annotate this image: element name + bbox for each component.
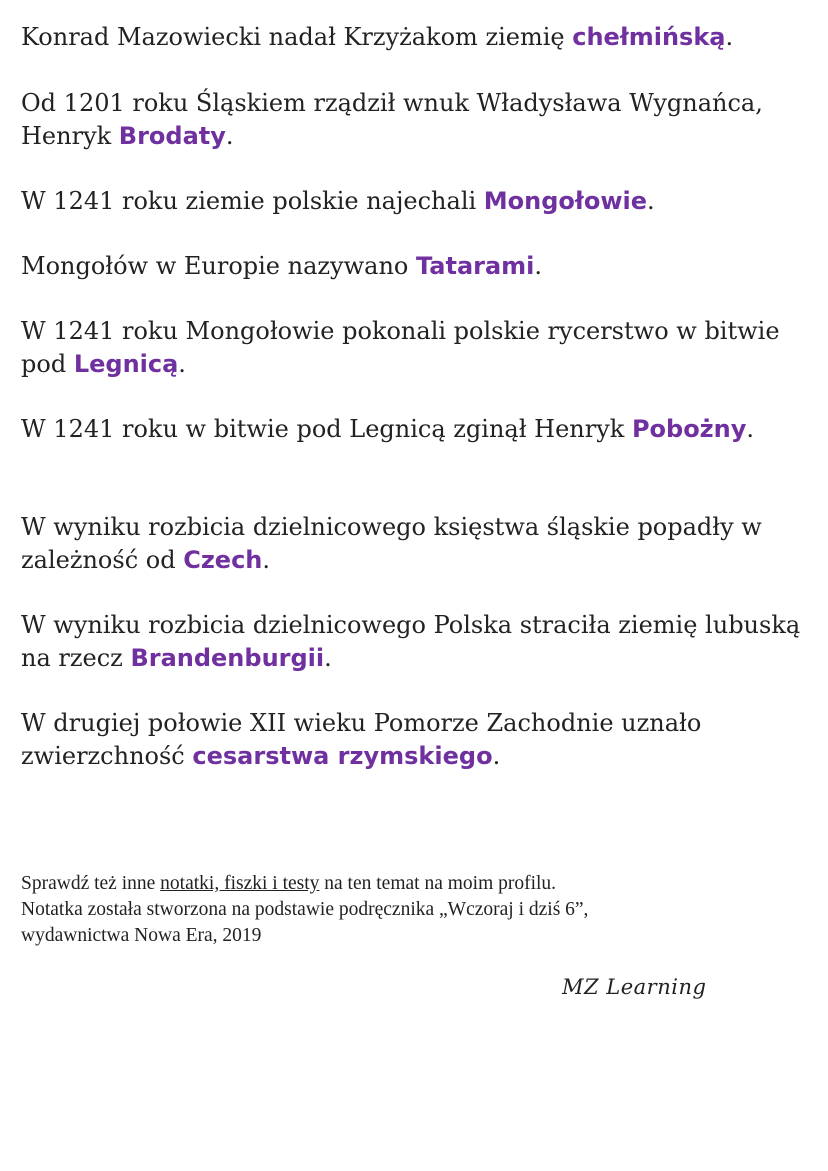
fact-keyword: Brandenburgii [130, 644, 325, 672]
footer-line-1 [21, 871, 811, 897]
fact-text: W wyniku rozbicia dzielnicowego księstwa śląskie popadły w zależność od [21, 513, 762, 574]
fact-punct: . [225, 122, 234, 150]
fact-3 [21, 185, 811, 218]
fact-text: W 1241 roku Mongołowie pokonali polskie rycerstwo w bitwie pod [21, 317, 780, 378]
fact-punct: . [725, 23, 734, 51]
fact-keyword: Brodaty [118, 122, 226, 150]
fact-keyword: Legnicą [73, 350, 179, 378]
fact-punct: . [178, 350, 186, 378]
fact-punct: . [262, 546, 271, 574]
fact-text: W drugiej połowie XII wieku Pomorze Zachodnie uznało zwierzchność [21, 709, 702, 770]
fact-punct: . [492, 742, 501, 770]
fact-text: W 1241 roku w bitwie pod Legnicą zginął Henryk [21, 415, 632, 443]
profile-link[interactable]: notatki, fiszki i testy [160, 873, 320, 894]
fact-punct: . [746, 415, 755, 443]
fact-keyword: Czech [183, 546, 263, 574]
fact-punct: . [647, 187, 655, 215]
fact-8 [21, 609, 811, 675]
fact-text: Od 1201 roku Śląskiem rządził wnuk Władysława Wygnańca, Henryk [21, 89, 763, 150]
footer-line-2: Notatka została stworzona na podstawie podręcznika „Wczoraj i dziś 6”, [21, 899, 589, 920]
fact-text: Mongołów w Europie nazywano [21, 252, 416, 280]
fact-7 [21, 511, 811, 577]
fact-keyword: cesarstwa rzymskiego [192, 742, 493, 770]
fact-4 [21, 250, 811, 283]
fact-6 [21, 413, 811, 446]
fact-2 [21, 87, 811, 153]
footer-text: Sprawdź też inne [21, 873, 161, 894]
fact-text: W 1241 roku ziemie polskie najechali [21, 187, 484, 215]
fact-punct: . [534, 252, 543, 280]
fact-keyword: Mongołowie [483, 187, 647, 215]
fact-text: W wyniku rozbicia dzielnicowego Polska straciła ziemię lubuską na rzecz [21, 611, 801, 672]
footer-text: na ten temat na moim profilu. [319, 873, 557, 894]
fact-keyword: Pobożny [631, 415, 747, 443]
fact-5 [21, 315, 811, 381]
author-signature: MZ Learning [562, 975, 707, 999]
fact-1 [21, 21, 811, 54]
fact-keyword: Tatarami [416, 252, 535, 280]
fact-9 [21, 707, 811, 773]
fact-text: Konrad Mazowiecki nadał Krzyżakom ziemię [21, 23, 573, 51]
footer-line-3: wydawnictwa Nowa Era, 2019 [21, 925, 262, 946]
footer-note [21, 871, 811, 949]
fact-keyword: chełmińską [572, 23, 726, 51]
fact-punct: . [324, 644, 332, 672]
